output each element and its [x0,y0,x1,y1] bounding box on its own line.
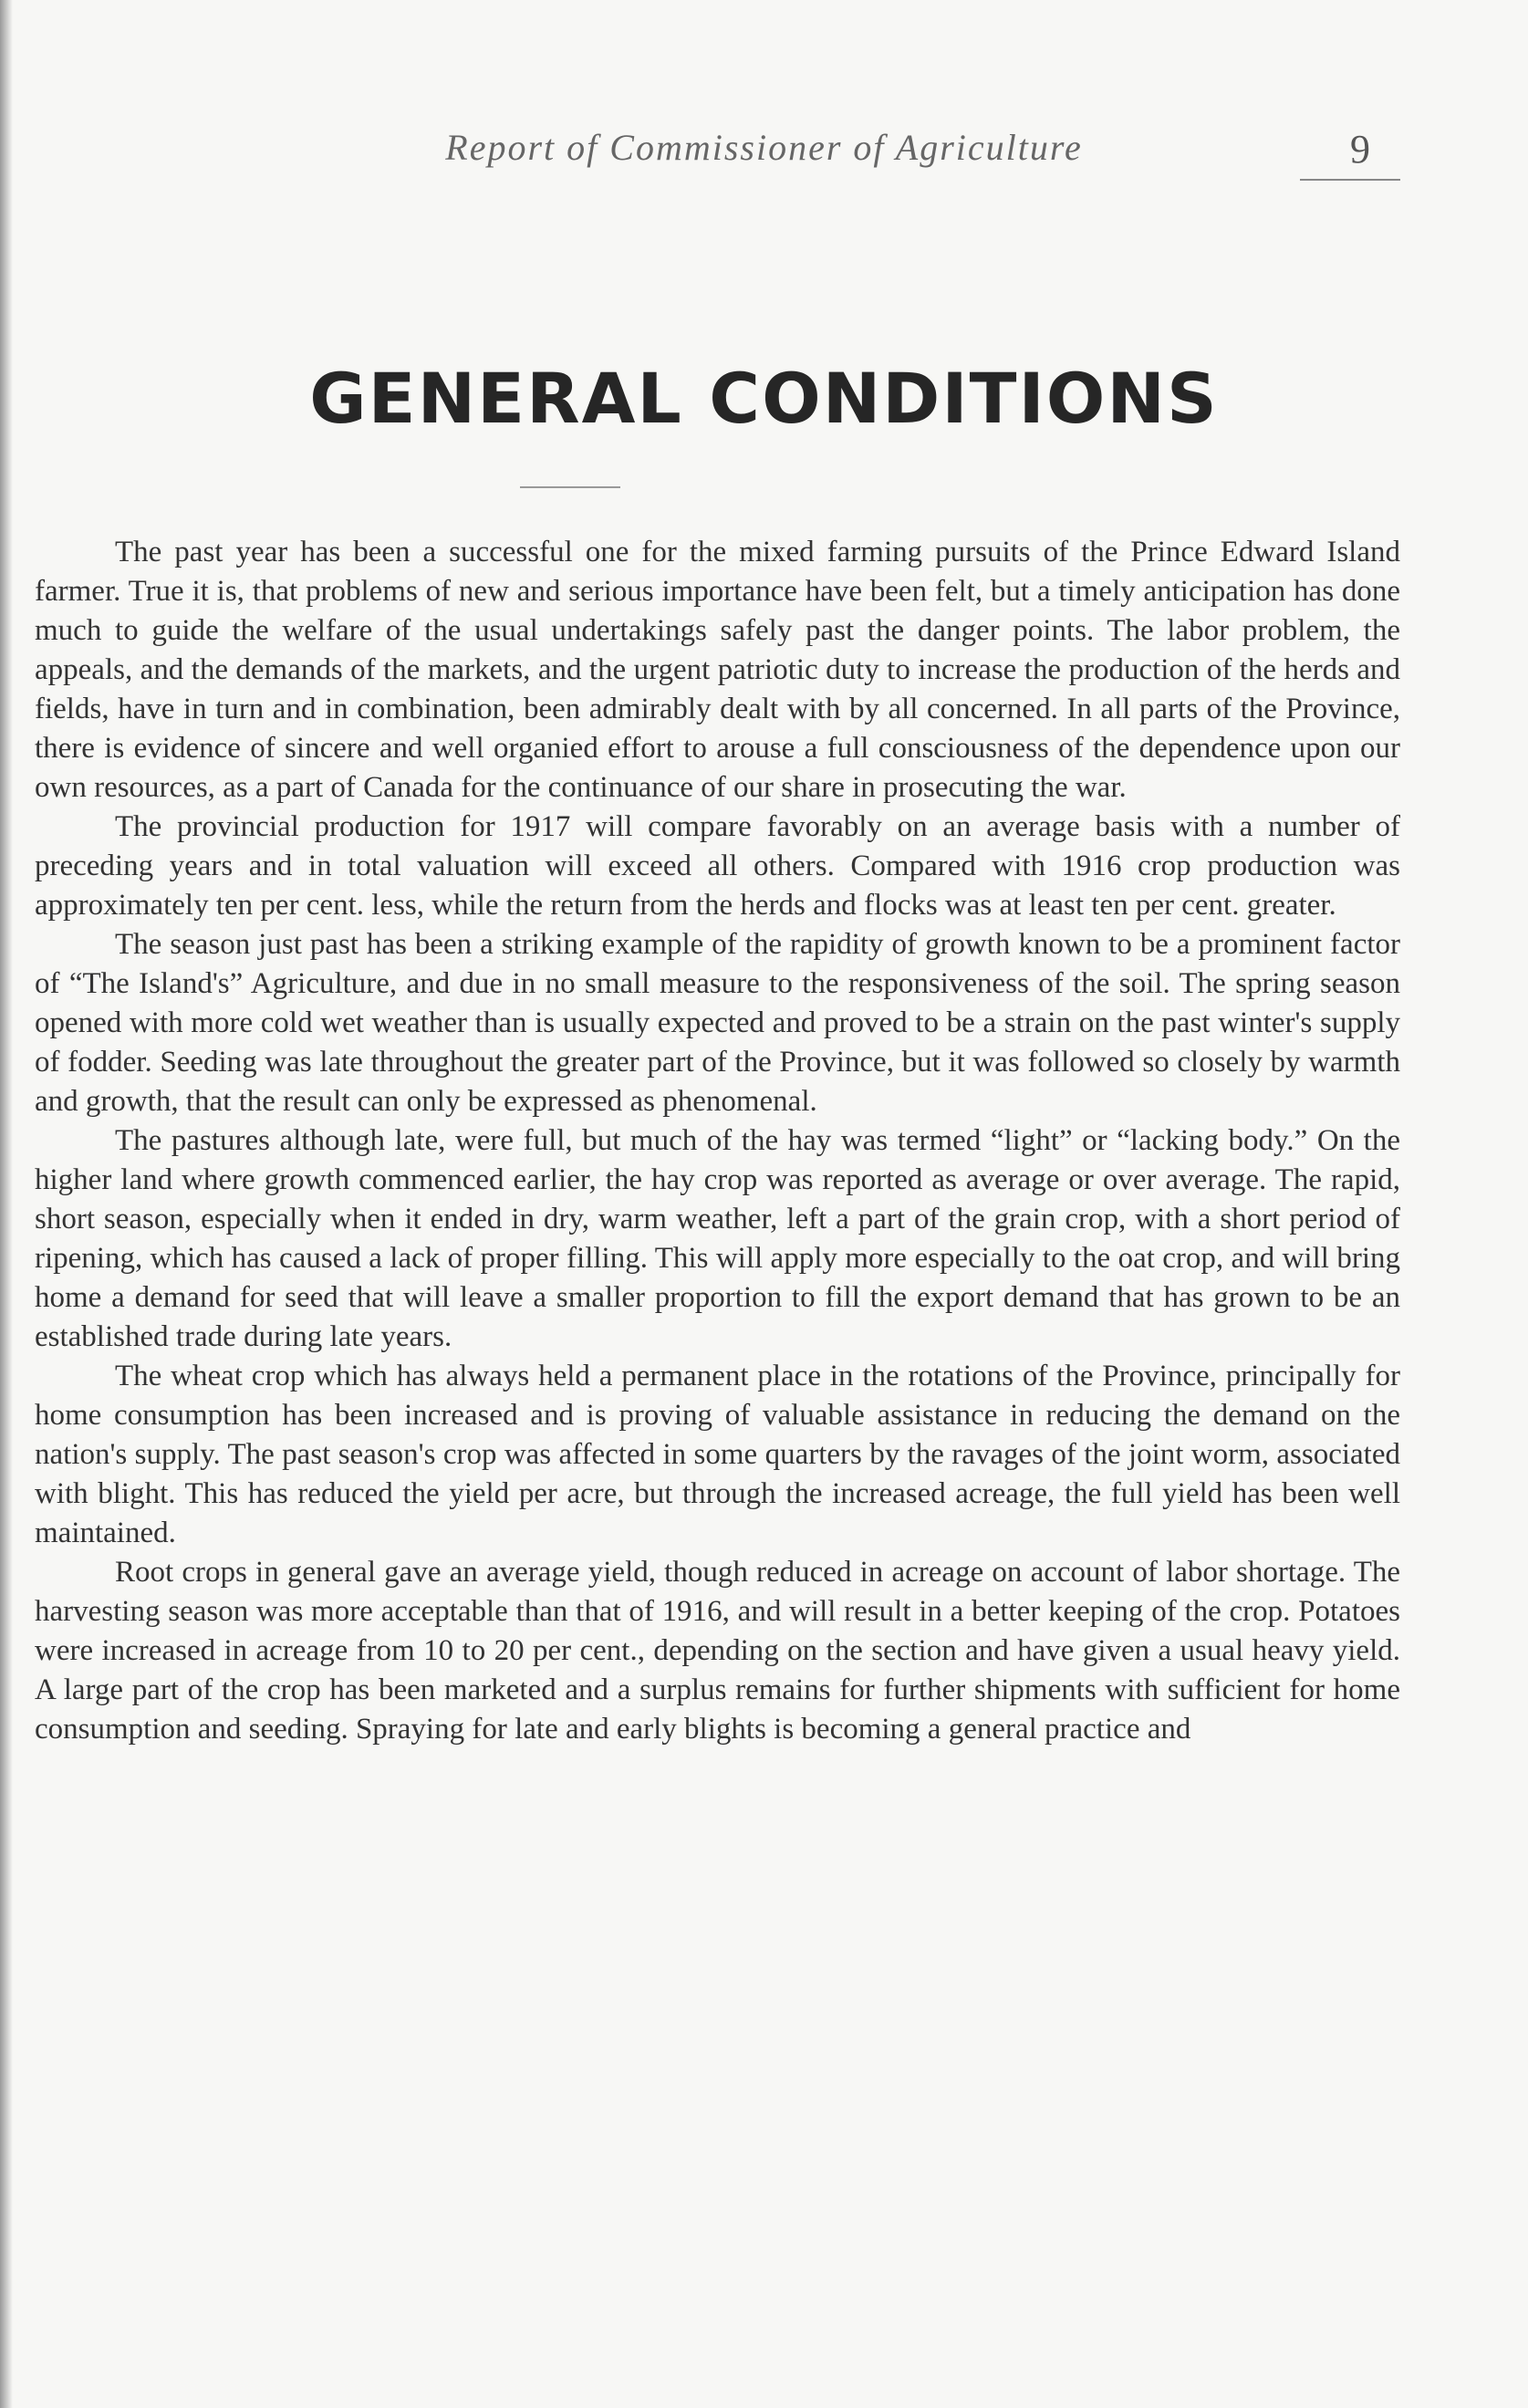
paragraph: The pastures although late, were full, but much of the hay was termed “light” or “lacking body.” On the higher land where growth commenced earlier, the hay crop was reported as average or over average. The rapid, short season, especially when it ended in dry, warm weather, left a part of the grain crop, with a short period of ripening, which has caused a lack of proper filling. This will apply more especially to the oat crop, and will bring home a demand for seed that will leave a smaller proportion to fill the export demand that has grown to be an established trade during late years. [35,1124,1400,1353]
body-text [35,533,1400,1749]
header-rule [1300,179,1400,181]
paragraph: Root crops in general gave an average yield, though reduced in acreage on account of labor shortage. The harvesting season was more acceptable than that of 1916, and will result in a better keeping of the crop. Potatoes were increased in acreage from 10 to 20 per cent., depending on the section and have given a usual heavy yield. A large part of the crop has been marketed and a surplus remains for further shipments with sufficient for home consumption and seeding. Spraying for late and early blights is becoming a general practice and [35,1556,1400,1746]
paragraph: The provincial production for 1917 will compare favorably on an average basis with a number of preceding years and in total valuation will exceed all others. Compared with 1916 crop production was approximately ten per cent. less, while the return from the herds and flocks was at least ten per cent. greater. [35,810,1400,922]
paragraph: The season just past has been a striking example of the rapidity of growth known to be a prominent factor of “The Island's” Agriculture, and due in no small measure to the responsiveness of the soil. The spring season opened with more cold wet weather than is usually expected and proved to be a strain on the past winter's supply of fodder. Seeding was late throughout the greater part of the Province, but it was followed so closely by warmth and growth, that the result can only be expressed as phenomenal. [35,928,1400,1118]
paragraph: The wheat crop which has always held a permanent place in the rotations of the Province, principally for home consumption has been increased and is proving of valuable assistance in reducing the demand on the nation's supply. The past season's crop was affected in some quarters by the ravages of the joint worm, associated with blight. This has reduced the yield per acre, but through the increased acreage, the full yield has been well maintained. [35,1360,1400,1549]
page-title: GENERAL CONDITIONS [309,358,1219,439]
paragraph: The past year has been a successful one for the mixed farming pursuits of the Prince Edward Island farmer. True it is, that problems of new and serious importance have been felt, but a timely anticipation has done much to guide the welfare of the usual undertakings safely past the danger points. The labor problem, the appeals, and the demands of the markets, and the urgent patriotic duty to increase the production of the herds and fields, have in turn and in combination, been admirably dealt with by all concerned. In all parts of the Province, there is evidence of sincere and well organied effort to arouse a full consciousness of the dependence upon our own resources, as a part of Canada for the continuance of our share in prosecuting the war. [35,536,1400,804]
page-number: 9 [1350,127,1370,172]
running-header [0,126,1528,181]
title-rule [520,486,620,488]
running-title: Report of Commissioner of Agriculture [445,127,1083,168]
